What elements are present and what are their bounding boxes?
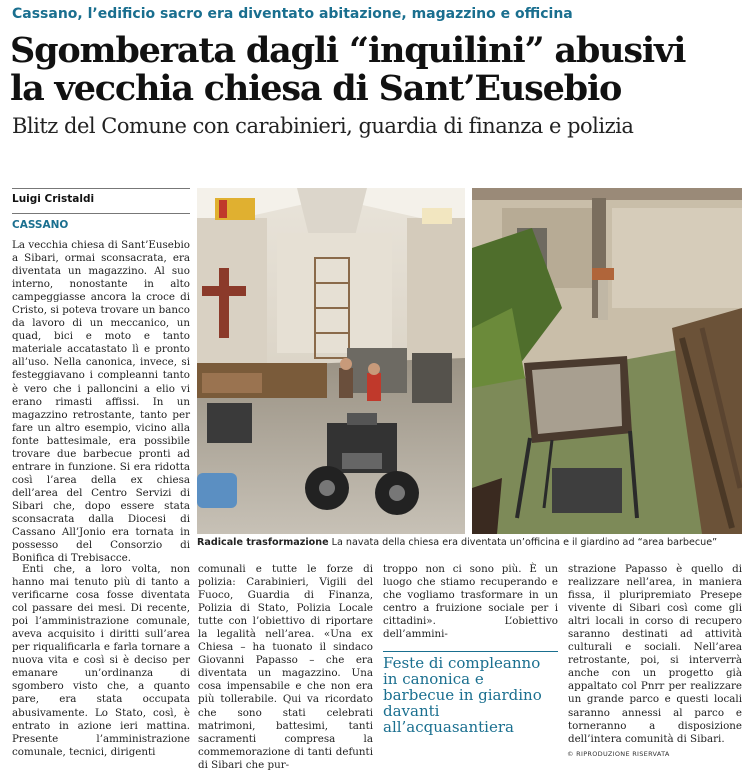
body-paragraph-2: Enti che, a loro volta, non hanno mai tenuto più di tanto a verificarne cosa fosse diventata col passare dei mesi. Di recente, poi l’amministrazione comunale, aveva acquisito i diritti sull’area per riqualificarla e farla tornare a nuova vita e così si è deciso per emanare un’ordinanza di sgombero visto che, a quanto pare, era stata occupata abusivamente. Lo Stato, così, è entrato in azione ieri mattina. Presente l’amministrazione comunale, tecnici, dirigenti <box>12 563 190 758</box>
headline <box>10 32 750 108</box>
body-column-2 <box>198 563 373 772</box>
byline-rule <box>12 188 190 189</box>
copyright-notice: © RIPRODUZIONE RISERVATA <box>567 750 670 758</box>
photo-caption <box>197 537 742 548</box>
headline-line-2: la vecchia chiesa di Sant’Eusebio <box>10 68 622 109</box>
body-paragraph-5: strazione Papasso è quello di realizzare nell’area, in maniera fissa, il pluripremiato Presepe vivente di Sibari così come gli altri locali in corso di recupero saranno destinati ad attività culturali e sociali. Nell’area retrostante, poi, si interverrà anche con un progetto già appaltato col Pnrr per realizzare un grande parco e questi locali saranno annessi al parco e torneranno a disposizione dell’intera comunità di Sibari. <box>568 563 742 745</box>
garden-barbecue-illustration <box>472 188 742 534</box>
kicker: Cassano, l’edificio sacro era diventato abitazione, magazzino e officina <box>12 6 573 22</box>
church-interior-photo <box>197 188 465 534</box>
headline-line-1: Sgomberata dagli “inquilini” abusivi <box>10 30 686 71</box>
caption-text: La navata della chiesa era diventata un’officina e il giardino ad “area barbecue” <box>331 537 718 548</box>
pullquote: Feste di compleanno in canonica e barbecue in giardino davanti all’acquasantiera <box>383 654 542 736</box>
caption-bold: Radicale trasformazione <box>197 537 329 548</box>
body-paragraph-4: troppo non ci sono più. È un luogo che stiamo recuperando e che vogliamo trasformare in un centro a fruizione sociale per i cittadini». L’obiettivo dell’ammini- <box>383 563 558 641</box>
body-paragraph-3: comunali e tutte le forze di polizia: Carabinieri, Vigili del Fuoco, Guardia di Finanza, Polizia di Stato, Polizia Locale tutte con l’obiettivo di riportare la legalità nell’area. «Una ex Chiesa – ha tuonato il sindaco Giovanni Papasso – che era diventata un magazzino. Una cosa impensabile e che non era più tollerabile. Qui va ricordato che sono stati celebrati matrimoni, battesimi, tanti sacramenti compresa la commemorazione di tanti defunti di Sibari che pur- <box>198 563 373 771</box>
body-column-3 <box>383 563 558 641</box>
body-column-1 <box>12 239 190 565</box>
garden-barbecue-photo <box>472 188 742 534</box>
author-byline: Luigi Cristaldi <box>12 193 95 205</box>
section-label: CASSANO <box>12 219 69 231</box>
section-rule <box>12 213 190 214</box>
body-column-1b <box>12 563 190 759</box>
body-column-4 <box>568 563 742 746</box>
church-interior-illustration <box>197 188 465 534</box>
body-paragraph-1: La vecchia chiesa di Sant’Eusebio a Sibari, ormai sconsacrata, era diventata un magazzino. Al suo interno, nonostante in alto campeggiasse ancora la croce di Cristo, si poteva trovare un banco da lavoro di un meccanico, un quad, bici e moto e tanto materiale accatastato lì e pronto all’uso. Nella canonica, invece, si festeggiavano i compleanni tanto è vero che i palloncini a elio vi erano rimasti affissi. In un magazzino retrostante, tanto per fare un altro esempio, vicino alla fonte battesimale, era possibile trovare due barbecue pronti ad entrare in funzione. Si era ridotta così l’area della ex chiesa dell’area del Centro Servizi di Sibari che, dopo essere stata sconsacrata dalla Diocesi di Cassano All’Jonio era tornata in possesso del Consorzio di Bonifica di Trebisacce. <box>12 239 190 565</box>
pullquote-rule <box>383 651 558 652</box>
subtitle: Blitz del Comune con carabinieri, guardia di finanza e polizia <box>12 114 634 138</box>
